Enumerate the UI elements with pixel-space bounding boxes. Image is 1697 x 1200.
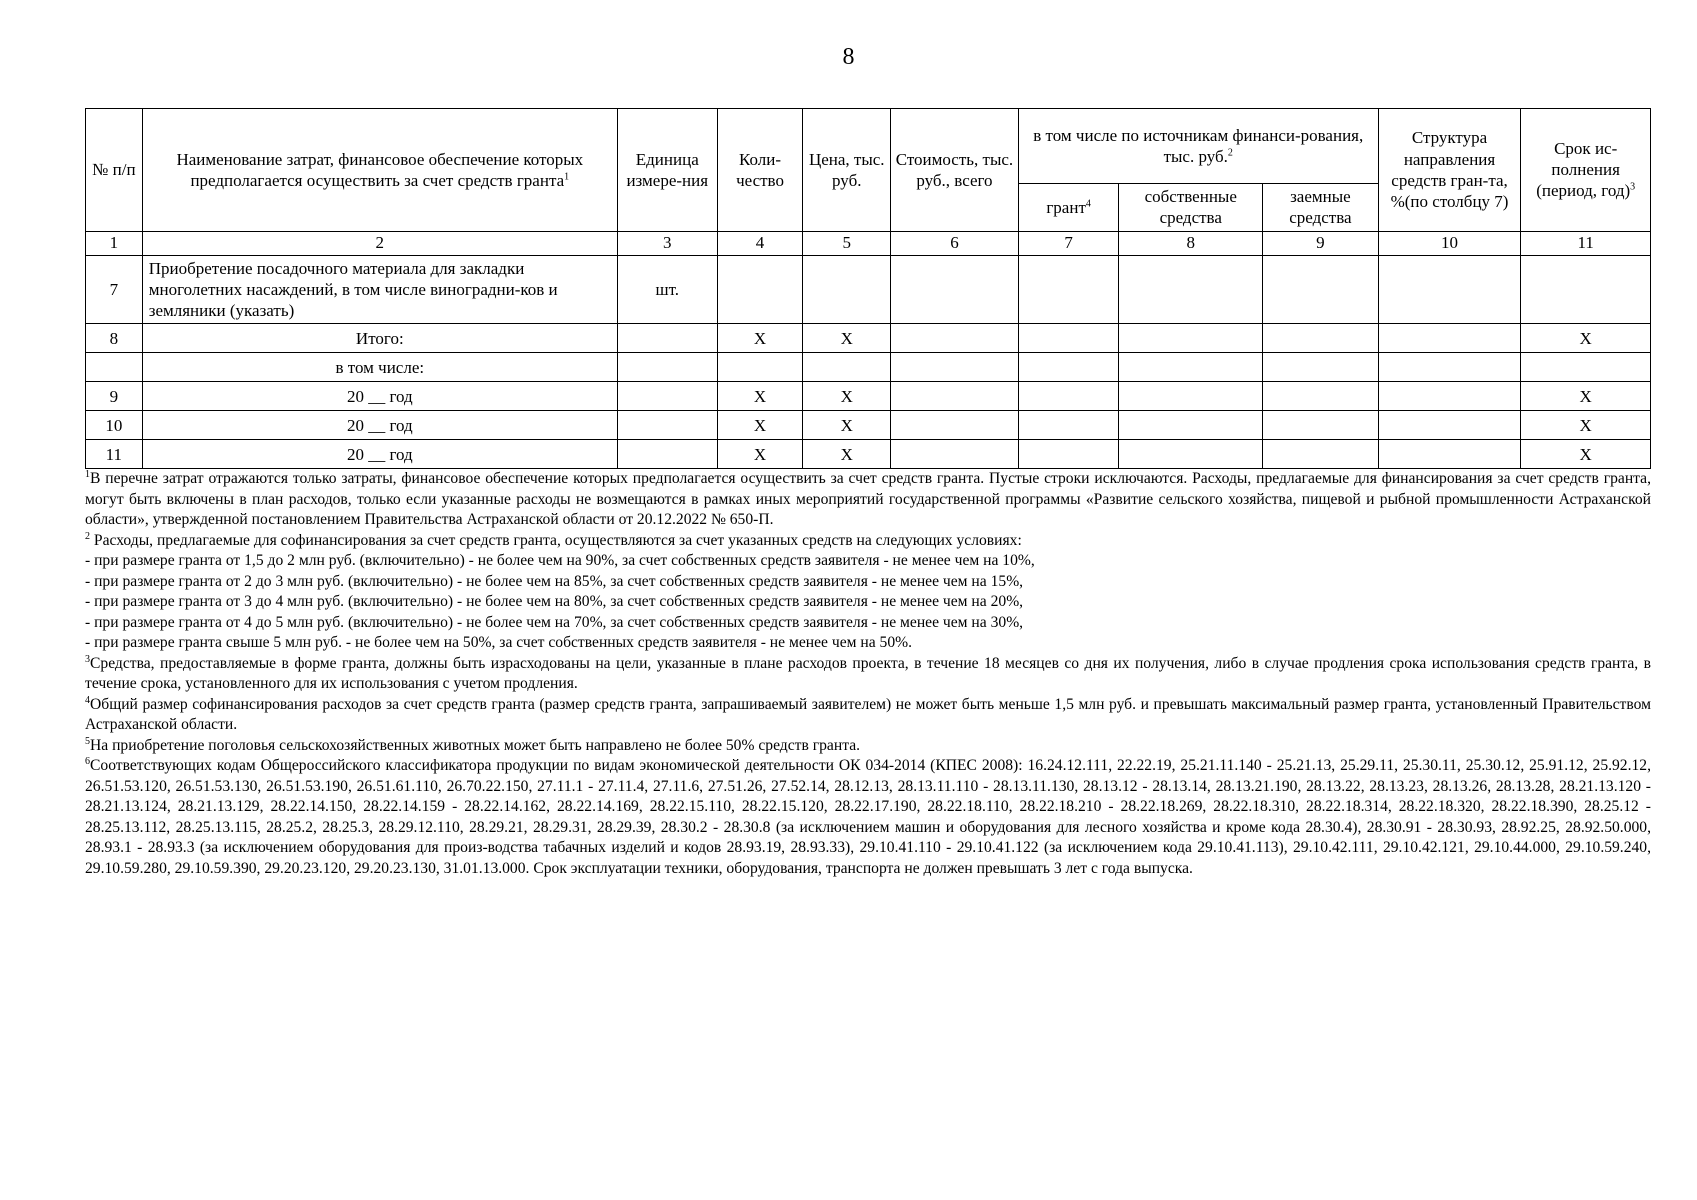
cell-own: [1119, 382, 1263, 411]
table-row: [86, 382, 1651, 411]
column-number: 4: [717, 231, 803, 255]
footnote-5: $^5$На приобретение поголовья сельскохозяйственных животных может быть направлено не более 50% средств гранта.: [85, 735, 861, 754]
table-row: [86, 324, 1651, 353]
cell-grant: [1018, 411, 1119, 440]
cell-own: [1119, 353, 1263, 382]
footnote-3: $^3$Средства, предоставляемые в форме гранта, должны быть израсходованы на цели, указанные в плане расходов проекта, в течение 18 месяцев со дня их получения, либо в случае продления срока использования средств гранта, в течение срока, установленного для их использования с учетом продления.: [85, 653, 1651, 692]
column-number: 7: [1018, 231, 1119, 255]
cell-own: [1119, 324, 1263, 353]
cell-term: X: [1521, 411, 1651, 440]
cell-no: 8: [86, 324, 143, 353]
cell-grant: [1018, 324, 1119, 353]
cell-grant: [1018, 255, 1119, 324]
cell-no: 10: [86, 411, 143, 440]
cell-grant: [1018, 353, 1119, 382]
header-term: Срок ис-полнения (период, год)$^3$: [1521, 109, 1651, 232]
header-unit: Единица измере-ния: [617, 109, 717, 232]
cell-structure: [1378, 440, 1521, 469]
cell-term: [1521, 255, 1651, 324]
cell-structure: [1378, 411, 1521, 440]
cell-name: 20 __ год: [142, 411, 617, 440]
footnote-6: $^6$Соответствующих кодам Общероссийского классификатора продукции по видам экономической деятельности ОК 034-2014 (КПЕС 2008): 16.24.12.111, 22.22.19, 25.21.11.140 - 25.21.13, 25.29.11, 25.30.11, 25.30.12, 25.91.12, 25.92.12, 26.51.53.120, 26.51.53.130, 26.51.53.190, 26.51.61.110, 26.70.22.150, 27.11.1 - 27.11.4, 27.11.6, 27.51.26, 27.52.14, 28.12.13, 28.13.11.110 - 28.13.11.130, 28.13.12 - 28.13.14, 28.13.21.190, 28.13.22, 28.13.23, 28.13.26, 28.13.28, 28.21.13.120 - 28.21.13.124, 28.21.13.129, 28.22.14.150, 28.22.14.159 - 28.22.14.162, 28.22.14.169, 28.22.15.110, 28.22.15.120, 28.22.17.190, 28.22.18.110, 28.22.18.210 - 28.22.18.269, 28.22.18.310, 28.22.18.314, 28.22.18.320, 28.22.18.390, 28.25.12 - 28.25.13.112, 28.25.13.115, 28.25.2, 28.25.3, 28.29.12.110, 28.29.21, 28.29.31, 28.29.39, 28.30.2 - 28.30.8 (за исключением машин и оборудования для лесного хозяйства и кроме кода 28.30.4), 28.30.91 - 28.30.93, 28.92.25, 28.92.50.000, 28.93.1 - 28.93.3 (за исключением оборудования для произ-водства табачных изделий и кодов 28.93.19, 28.93.33), 29.10.41.110 - 29.10.41.122 (за исключением кода 29.10.41.113), 29.10.42.111, 29.10.42.121, 29.10.44.000, 29.10.59.240, 29.10.59.280, 29.10.59.390, 29.20.23.120, 29.20.23.130, 31.01.13.000. Срок эксплуатации техники, оборудования, транспорта не должен превышать 3 лет с года выпуска.: [85, 755, 1651, 877]
header-name: Наименование затрат, финансовое обеспечение которых предполагается осуществить за счет средств гранта$^1$: [142, 109, 617, 232]
cell-structure: [1378, 382, 1521, 411]
cell-no: 9: [86, 382, 143, 411]
cell-term: X: [1521, 382, 1651, 411]
column-number: 5: [803, 231, 891, 255]
column-number: 8: [1119, 231, 1263, 255]
cell-name: Приобретение посадочного материала для закладки многолетних насаждений, в том числе виноградни-ков и земляники (указать): [142, 255, 617, 324]
footnote-2-item: - при размере гранта от 3 до 4 млн руб. (включительно) - не более чем на 80%, за счет собственных средств заявителя - не менее чем на 20%,: [85, 593, 1024, 610]
cell-structure: [1378, 353, 1521, 382]
cell-no: 7: [86, 255, 143, 324]
cell-grant: [1018, 440, 1119, 469]
cell-grant: [1018, 382, 1119, 411]
table-row: [86, 440, 1651, 469]
header-cost: Стоимость, тыс. руб., всего: [891, 109, 1019, 232]
column-number: 10: [1378, 231, 1521, 255]
cell-cost: [891, 324, 1019, 353]
cell-loan: [1263, 440, 1379, 469]
cell-price: X: [803, 324, 891, 353]
cell-price: X: [803, 382, 891, 411]
cell-name: Итого:: [142, 324, 617, 353]
cell-own: [1119, 411, 1263, 440]
header-structure: Структура направления средств гран-та, %(по столбцу 7): [1378, 109, 1521, 232]
cell-unit: [617, 411, 717, 440]
column-numbers-row: [86, 231, 1651, 255]
footnote-2-item: - при размере гранта от 1,5 до 2 млн руб. (включительно) - не более чем на 90%, за счет собственных средств заявителя - не менее чем на 10%,: [85, 552, 1035, 569]
cell-term: X: [1521, 324, 1651, 353]
cell-structure: [1378, 324, 1521, 353]
column-number: 1: [86, 231, 143, 255]
cell-unit: [617, 440, 717, 469]
cell-qty: X: [717, 324, 803, 353]
cell-cost: [891, 353, 1019, 382]
cell-unit: [617, 353, 717, 382]
cell-cost: [891, 440, 1019, 469]
cell-loan: [1263, 382, 1379, 411]
footnote-2-item: - при размере гранта от 2 до 3 млн руб. (включительно) - не более чем на 85%, за счет собственных средств заявителя - не менее чем на 15%,: [85, 572, 1024, 590]
footnote-2: $^2$ Расходы, предлагаемые для софинансирования за счет средств гранта, осуществляются за счет указанных средств на следующих условиях:: [85, 530, 1022, 549]
column-number: 3: [617, 231, 717, 255]
footnote-4: $^4$Общий размер софинансирования расходов за счет средств гранта (размер средств гранта, запрашиваемый заявителем) не может быть меньше 1,5 млн руб. и превышать максимальный размер гранта, установленный Правительством Астраханской области.: [85, 694, 1651, 733]
page-number: 8: [842, 44, 855, 70]
cell-price: [803, 255, 891, 324]
header-loan: заемные средства: [1263, 184, 1379, 232]
cell-name: 20 __ год: [142, 382, 617, 411]
cell-unit: шт.: [617, 255, 717, 324]
cell-own: [1119, 440, 1263, 469]
column-number: 6: [891, 231, 1019, 255]
header-no: № п/п: [86, 109, 143, 232]
cell-cost: [891, 382, 1019, 411]
table-row: [86, 353, 1651, 382]
cell-qty: X: [717, 440, 803, 469]
cell-term: X: [1521, 440, 1651, 469]
header-own: собственные средства: [1119, 184, 1263, 232]
footnotes: [85, 469, 1651, 879]
cell-loan: [1263, 411, 1379, 440]
cell-own: [1119, 255, 1263, 324]
header-price: Цена, тыс. руб.: [803, 109, 891, 232]
cell-no: [86, 353, 143, 382]
cell-qty: X: [717, 411, 803, 440]
cell-price: [803, 353, 891, 382]
header-sources: в том числе по источникам финанси-рования, тыс. руб.$^2$: [1018, 109, 1378, 184]
cell-qty: X: [717, 382, 803, 411]
cell-name: 20 __ год: [142, 440, 617, 469]
header-qty: Коли-чество: [717, 109, 803, 232]
cell-cost: [891, 255, 1019, 324]
column-number: 9: [1263, 231, 1379, 255]
footnote-2-item: - при размере гранта от 4 до 5 млн руб. (включительно) - не более чем на 70%, за счет собственных средств заявителя - не менее чем на 30%,: [85, 613, 1024, 631]
table-row: [86, 411, 1651, 440]
cell-loan: [1263, 353, 1379, 382]
cell-price: X: [803, 440, 891, 469]
cell-loan: [1263, 324, 1379, 353]
cost-plan-table: [85, 108, 1651, 469]
column-number: 11: [1521, 231, 1651, 255]
cell-price: X: [803, 411, 891, 440]
header-grant: грант$^4$: [1018, 184, 1119, 232]
cell-structure: [1378, 255, 1521, 324]
cell-qty: [717, 255, 803, 324]
cell-qty: [717, 353, 803, 382]
cell-no: 11: [86, 440, 143, 469]
column-number: 2: [142, 231, 617, 255]
footnote-1: $^1$В перечне затрат отражаются только затраты, финансовое обеспечение которых предполагается осуществить за счет средств гранта. Пустые строки исключаются. Расходы, предлагаемые для финансирования за счет средств гранта, могут быть включены в план расходов, только если указанные расходы не возмещаются в рамках иных мероприятий государственной программы «Развитие сельского хозяйства, пищевой и рыбной промышленности Астраханской области», утвержденной постановлением Правительства Астраханской области от 20.12.2022 № 650-П.: [85, 468, 1651, 528]
table-row: [86, 255, 1651, 324]
footnote-2-item: - при размере гранта свыше 5 млн руб. - не более чем на 50%, за счет собственных средств заявителя - не менее чем на 50%.: [85, 634, 913, 651]
cell-cost: [891, 411, 1019, 440]
cell-name: в том числе:: [142, 353, 617, 382]
cell-unit: [617, 324, 717, 353]
cell-unit: [617, 382, 717, 411]
cell-loan: [1263, 255, 1379, 324]
cell-term: [1521, 353, 1651, 382]
